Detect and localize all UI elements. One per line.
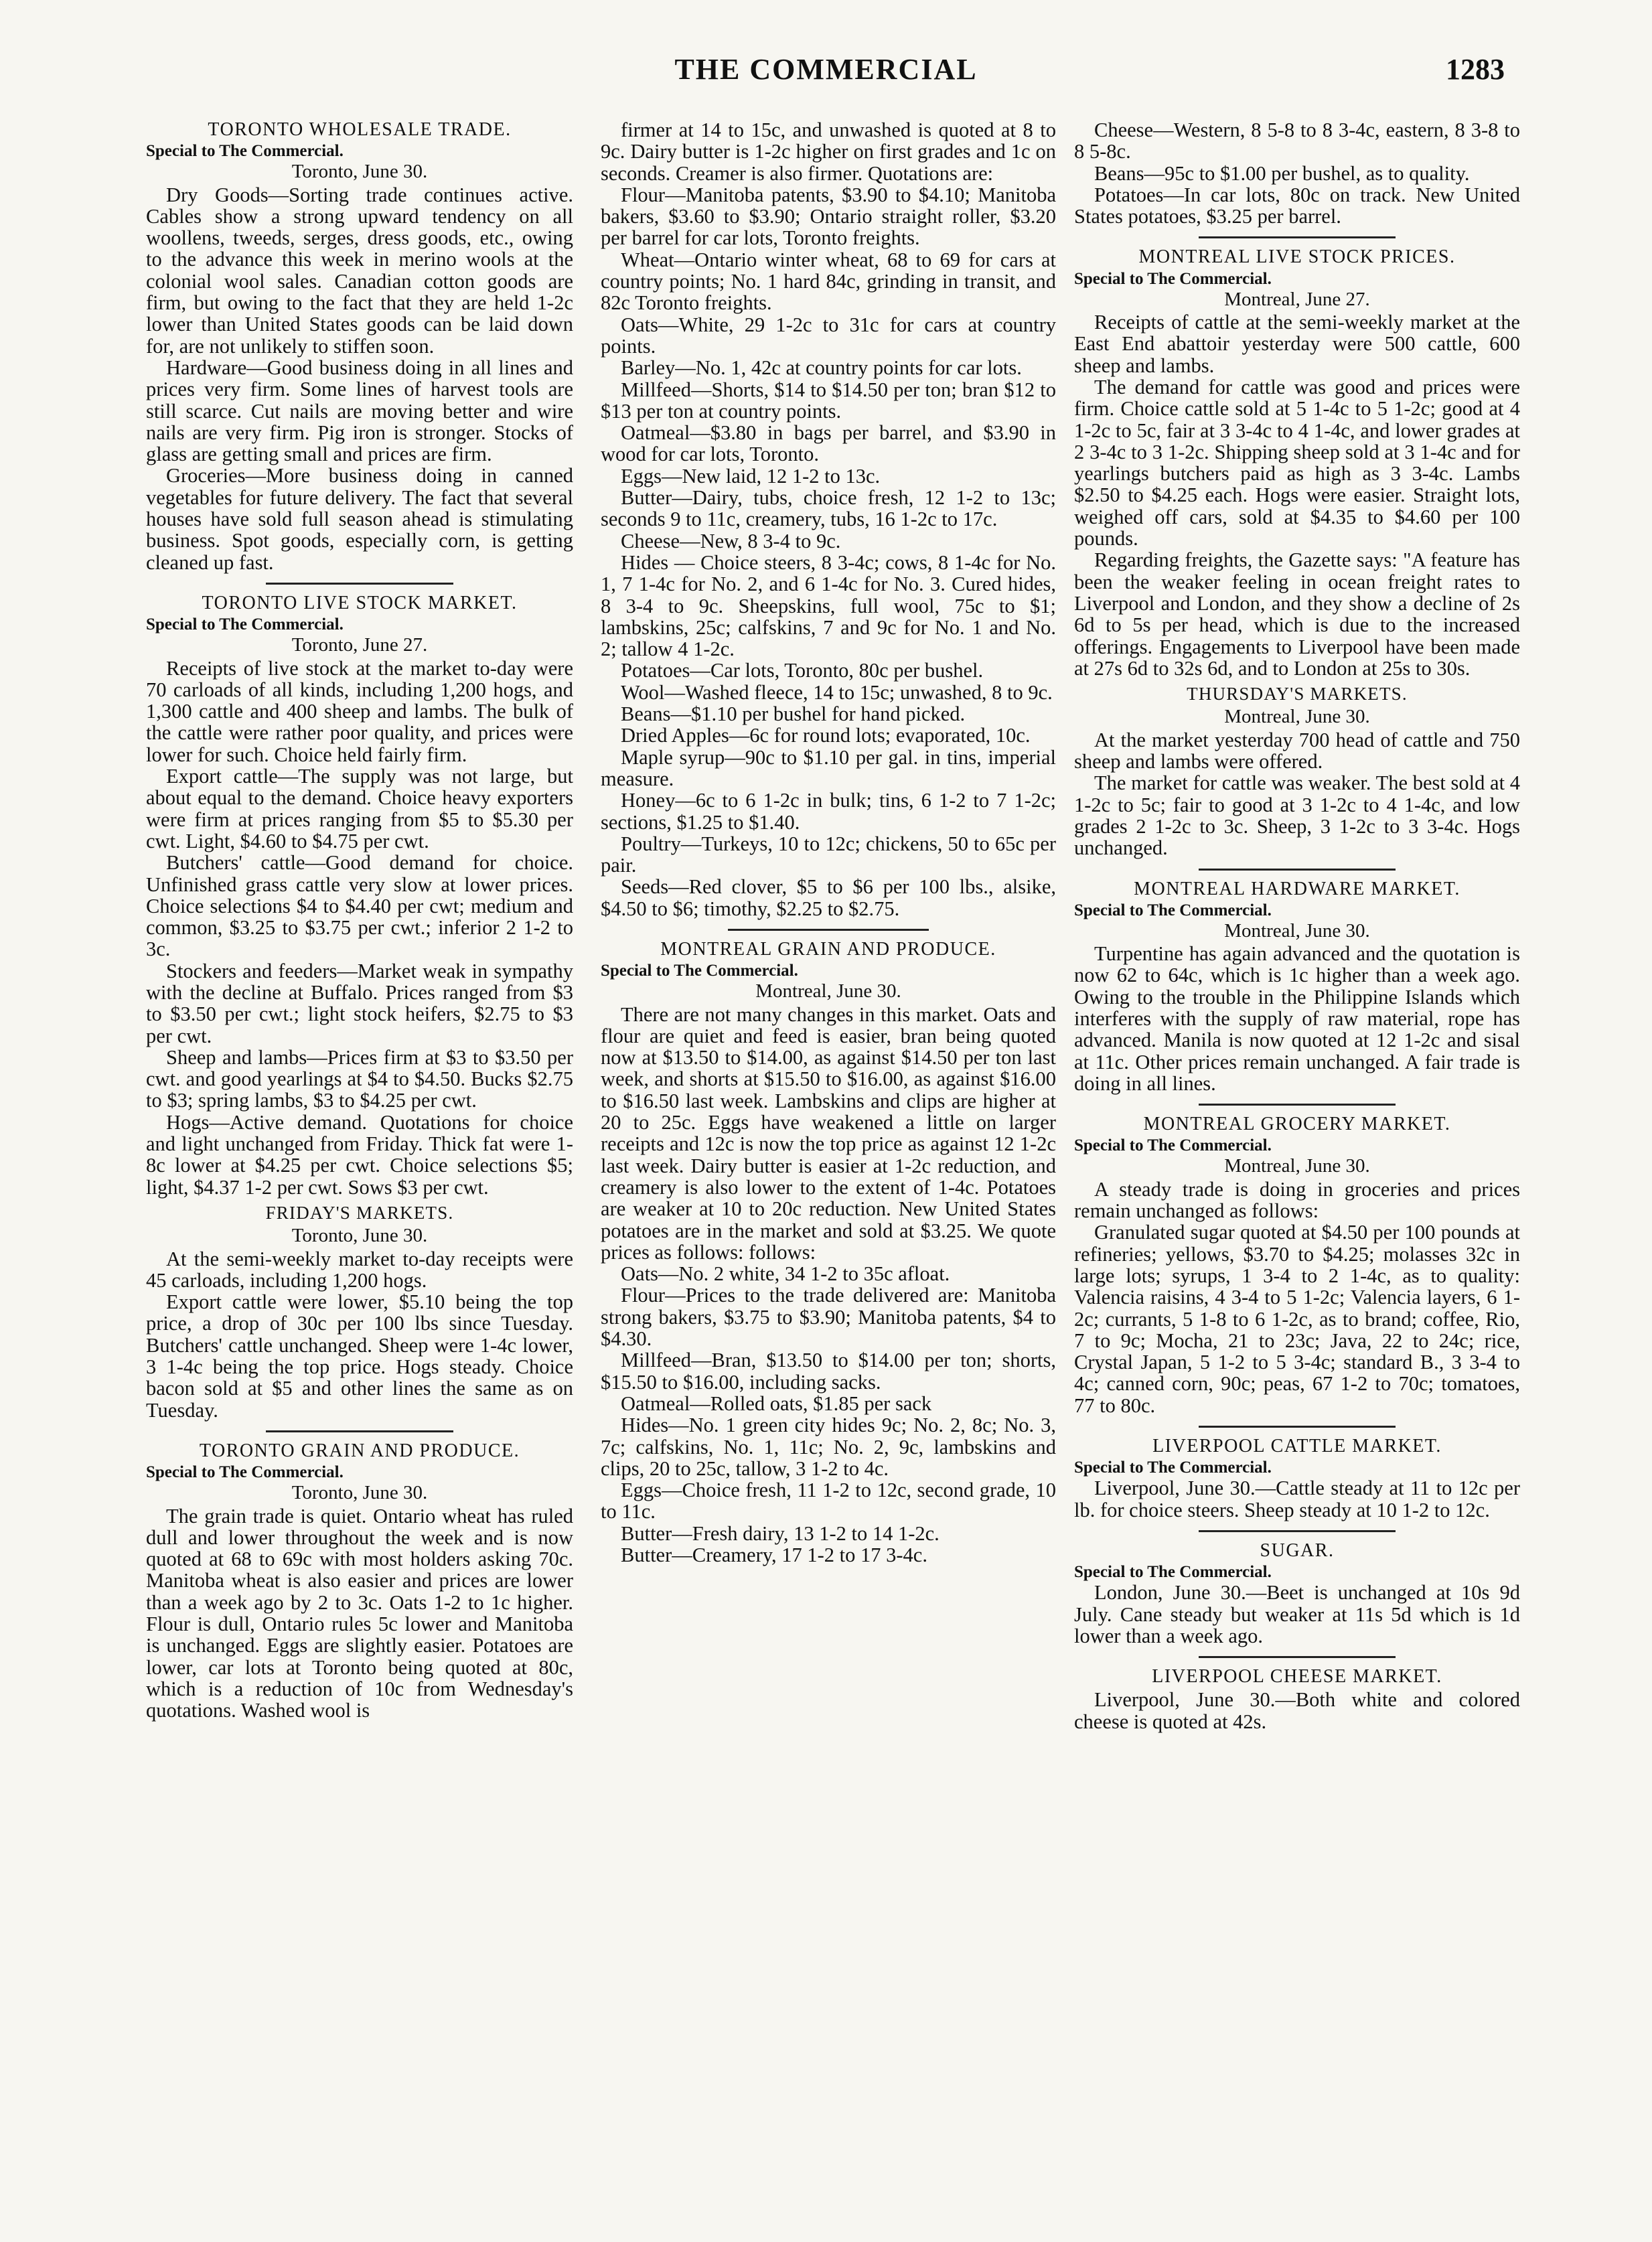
article-paragraph: Oats—No. 2 white, 34 1-2 to 35c afloat. [621, 1262, 950, 1286]
page-number: 1283 [1446, 53, 1505, 86]
article [1074, 1436, 1520, 1521]
column-rule [1199, 236, 1395, 238]
article-paragraph: Millfeed—Shorts, $14 to $14.50 per ton; bran $12 to $13 per ton at country points. [601, 378, 1056, 423]
article-paragraph: Seeds—Red clover, $5 to $6 per 100 lbs., alsike, $4.50 to $6; timothy, $2.25 to $2.75. [601, 875, 1056, 920]
article-paragraph: Barley—No. 1, 42c at country points for car lots. [621, 356, 1022, 380]
sub-headline: FRIDAY'S MARKETS. [265, 1202, 454, 1223]
sub-dateline: Montreal, June 30. [1224, 706, 1370, 728]
article-paragraph: The grain trade is quiet. Ontario wheat has ruled dull and lower throughout the week and is now quoted at 68 to 69c with most holders asking 70c. Manitoba wheat is also easier and prices are lower than a week ago by 2 to 3c. Oats 1-2 to 1c higher. Flour is dull, Ontario rules 5c lower and Manitoba is unchanged. Eggs are slightly easier. Potatoes are lower, car lots at Toronto being quoted at 80c, which is a reduction of 10c from Wednesday's quotations. Washed wool is [146, 1504, 573, 1722]
article-dateline: Montreal, June 27. [1224, 288, 1370, 310]
article-headline: MONTREAL LIVE STOCK PRICES. [1138, 246, 1456, 268]
article-paragraph: Eggs—New laid, 12 1-2 to 13c. [621, 464, 881, 488]
column-rule [728, 929, 928, 931]
article-dateline: Montreal, June 30. [1224, 1155, 1370, 1177]
article [146, 1440, 573, 1722]
article-paragraph: Dried Apples—6c for round lots; evaporated, 10c. [621, 724, 1031, 747]
article-dateline: Toronto, June 30. [291, 161, 428, 183]
article [601, 939, 1056, 1566]
article-paragraph: Oats—White, 29 1-2c to 31c for cars at country points. [601, 313, 1056, 358]
sub-headline: THURSDAY'S MARKETS. [1187, 684, 1408, 704]
article-paragraph: Wheat—Ontario winter wheat, 68 to 69 for cars at country points; No. 1 hard 84c, grinding in transit, and 82c Toronto freights. [601, 248, 1056, 315]
article-headline: TORONTO WHOLESALE TRADE. [208, 119, 512, 140]
article-byline: Special to The Commercial. [601, 962, 798, 980]
article-paragraph: Liverpool, June 30.—Cattle steady at 11 to 12c per lb. for choice steers. Sheep steady at 10 1-2 to 12c. [1074, 1477, 1520, 1521]
article-headline: TORONTO GRAIN AND PRODUCE. [199, 1440, 520, 1461]
running-head [0, 52, 1652, 99]
article-byline: Special to The Commercial. [146, 1463, 344, 1482]
article-paragraph: Stockers and feeders—Market weak in sympathy with the decline at Buffalo. Prices ranged from $3 to $3.50 per cwt.; light stock heifers, $2.75 to $3 per cwt. [146, 959, 573, 1047]
article-paragraph: Granulated sugar quoted at $4.50 per 100 pounds at refineries; yellows, $3.70 to $4.25; molasses 32c in large lots; syrups, 1 3-4 to 2 1-4c, as to quality: Valencia raisins, 4 3-4 to 5 1-2c; Valencia layers, 6 1-2c; currants, 5 1-8 to 6 1-2c, as to brand; coffee, Rio, 7 to 9c; Mocha, 21 to 23c; Java, 22 to 24c; rice, Crystal Japan, 5 1-2 to 5 3-4c; standard B., 3 3-4 to 4c; canned corn, 90c; peas, 67 1-2 to 70c; tomatoes, 77 to 80c. [1074, 1221, 1520, 1417]
article-byline: Special to The Commercial. [146, 142, 344, 161]
article-paragraph: Cheese—New, 8 3-4 to 9c. [621, 529, 841, 552]
article-paragraph: Honey—6c to 6 1-2c in bulk; tins, 6 1-2 to 7 1-2c; sections, $1.25 to $1.40. [601, 789, 1056, 834]
article [601, 119, 1056, 919]
article [1074, 1540, 1520, 1647]
article-paragraph: Oatmeal—$3.80 in bags per barrel, and $3.90 in wood for car lots, Toronto. [601, 421, 1056, 466]
column-3 [1074, 119, 1520, 2209]
column-rule [1199, 1530, 1395, 1532]
article-paragraph: Flour—Manitoba patents, $3.90 to $4.10; Manitoba bakers, $3.60 to $3.90; Ontario straight roller, $3.20 per barrel for car lots, Toronto freights. [601, 183, 1056, 250]
article-paragraph: Groceries—More business doing in canned vegetables for future delivery. The fact that several houses have sold full season ahead is stimulating business. Spot goods, especially corn, is getting cleaned up fast. [146, 464, 573, 574]
article-headline: MONTREAL HARDWARE MARKET. [1134, 878, 1460, 899]
article-paragraph: Oatmeal—Rolled oats, $1.85 per sack [621, 1392, 932, 1415]
article-byline: Special to The Commercial. [146, 615, 344, 634]
journal-title: THE COMMERCIAL [674, 53, 978, 86]
column-rule [1199, 1656, 1395, 1658]
article-byline: Special to The Commercial. [1074, 1136, 1272, 1155]
article-paragraph: Butchers' cattle—Good demand for choice. Unfinished grass cattle very slow at lower prices. Choice selections $4 to $4.40 per cwt; medium and common, $3.25 to $3.75 per cwt.; inferior 2 1-2 to 3c. [146, 851, 573, 961]
article [1074, 246, 1520, 858]
column-rule [1199, 1104, 1395, 1106]
article-paragraph: Wool—Washed fleece, 14 to 15c; unwashed, 8 to 9c. [621, 680, 1053, 704]
article-dateline: Toronto, June 27. [291, 634, 428, 656]
article-paragraph: Beans—$1.10 per bushel for hand picked. [621, 702, 966, 726]
sub-dateline: Toronto, June 30. [291, 1225, 428, 1247]
article-headline: MONTREAL GRAIN AND PRODUCE. [660, 938, 996, 960]
article-byline: Special to The Commercial. [1074, 269, 1272, 288]
article-paragraph: Export cattle—The supply was not large, but about equal to the demand. Choice heavy exporters were firm at prices ranging from $5 to $5.30 per cwt. Light, $4.60 to $4.75 per cwt. [146, 765, 573, 852]
article [1074, 1114, 1520, 1416]
article-paragraph: A steady trade is doing in groceries and prices remain unchanged as follows: [1074, 1177, 1520, 1223]
article-paragraph: Butter—Dairy, tubs, choice fresh, 12 1-2 to 13c; seconds 9 to 11c, creamery, tubs, 16 1-2c to 17c. [601, 486, 1056, 531]
article-paragraph: There are not many changes in this market. Oats and flour are quiet and feed is easier, bran being quoted now at $13.50 to $14.00, as against $14.50 per ton last week, and shorts at $15.50 to $16.00, as against $16.00 to $16.50 last week. Lambskins and clips are higher at 20 to 25c. Eggs have weakened a little on larger receipts and 12c is now the top price as against 12 1-2c last week. Dairy butter is easier at 1-2c reduction, and creamery is also lower to the extent of 1-4c. Potatoes are weaker at 10 to 20c reduction. New United States potatoes are in the market and sold at $3.25. We quote prices as follows: follows: [601, 1002, 1056, 1264]
article-paragraph: Export cattle were lower, $5.10 being the top price, a drop of 30c per 100 lbs since Tuesday. Butchers' cattle unchanged. Sheep were 1-4c lower, 3 1-4c being the top price. Hogs steady. Choice bacon sold at $5 and other lines the same as on Tuesday. [146, 1290, 573, 1422]
article [146, 593, 573, 1421]
article-paragraph: Millfeed—Bran, $13.50 to $14.00 per ton; shorts, $15.50 to $16.00, including sacks. [601, 1349, 1056, 1394]
article-headline: MONTREAL GROCERY MARKET. [1143, 1114, 1451, 1135]
article-paragraph: Hardware—Good business doing in all lines and prices very firm. Some lines of harvest tools are still scarce. Cut nails are moving better and wire nails are very firm. Pig iron is stronger. Stocks of glass are getting small and prices are firm. [146, 356, 573, 466]
article-paragraph: The market for cattle was weaker. The best sold at 4 1-2c to 5c; fair to good at 3 1-2c to 4 1-4c, and low grades 2 1-2c to 3c. Sheep, 3 1-2c to 3 3-4c. Hogs unchanged. [1074, 771, 1520, 860]
article-byline: Special to The Commercial. [1074, 1459, 1272, 1477]
column-2 [601, 119, 1056, 2209]
article-headline: TORONTO LIVE STOCK MARKET. [202, 592, 518, 613]
article-dateline: Montreal, June 30. [755, 980, 901, 1002]
article-paragraph: Hogs—Active demand. Quotations for choice and light unchanged from Friday. Thick fat were 1-8c lower at $4.25 per cwt. Choice selections $5; light, $4.37 1-2 per cwt. Sows $3 per cwt. [146, 1110, 573, 1199]
article-paragraph: Potatoes—In car lots, 80c on track. New United States potatoes, $3.25 per barrel. [1074, 183, 1520, 228]
article-paragraph: Hides — Choice steers, 8 3-4c; cows, 8 1-4c for No. 1, 7 1-4c for No. 2, and 6 1-4c for No. 3. Cured hides, 8 3-4 to 9c. Sheepskins, full wool, 75c to $1; lambskins, 25c; calfskins, 7 and 9c for No. 1 and No. 2; tallow 4 1-2c. [601, 550, 1056, 661]
article-paragraph: Beans—95c to $1.00 per bushel, as to quality. [1094, 161, 1470, 185]
article-headline: LIVERPOOL CHEESE MARKET. [1152, 1666, 1442, 1688]
article-paragraph: Potatoes—Car lots, Toronto, 80c per bushel. [621, 659, 984, 682]
article-paragraph: At the market yesterday 700 head of cattle and 750 sheep and lambs were offered. [1074, 728, 1520, 773]
article-headline: SUGAR. [1260, 1540, 1335, 1561]
article-paragraph: At the semi-weekly market to-day receipts were 45 carloads, including 1,200 hogs. [146, 1247, 573, 1292]
article-paragraph: Turpentine has again advanced and the quotation is now 62 to 64c, which is 1c higher than a week ago. Owing to the trouble in the Philippine Islands which interferes with the supply of raw material, rope has advanced. Manila is now quoted at 12 1-2c and sisal at 11c. Other prices remain unchanged. A fair trade is doing in all lines. [1074, 942, 1520, 1095]
article-paragraph: Butter—Creamery, 17 1-2 to 17 3-4c. [621, 1544, 927, 1566]
article-dateline: Montreal, June 30. [1224, 919, 1370, 942]
article-paragraph: Butter—Fresh dairy, 13 1-2 to 14 1-2c. [621, 1521, 940, 1545]
article-paragraph: Receipts of live stock at the market to-day were 70 carloads of all kinds, including 1,200 hogs, and 1,300 cattle and 400 sheep and lambs. The bulk of the cattle were rather poor quality, and prices were lower for such. Choice held fairly firm. [146, 656, 573, 766]
article-paragraph: London, June 30.—Beet is unchanged at 10s 9d July. Cane steady but weaker at 11s 5d which is 1d lower than a week ago. [1074, 1581, 1520, 1647]
article-paragraph: Hides—No. 1 green city hides 9c; No. 2, 8c; No. 3, 7c; calfskins, No. 1, 11c; No. 2, 9c, lambskins and clips, 20 to 25c, tallow, 3 1-2 to 4c. [601, 1414, 1056, 1480]
article-paragraph: Flour—Prices to the trade delivered are: Manitoba strong bakers, $3.75 to $3.90; Manitoba patents, $4 to $4.30. [601, 1284, 1056, 1351]
article-paragraph: firmer at 14 to 15c, and unwashed is quoted at 8 to 9c. Dairy butter is 1-2c higher on first grades and 1c on seconds. Creamer is also firmer. Quotations are: [601, 119, 1056, 185]
column-rule [266, 1430, 454, 1432]
column-rule [1199, 1426, 1395, 1428]
article-paragraph: Poultry—Turkeys, 10 to 12c; chickens, 50 to 65c per pair. [601, 832, 1056, 877]
article [146, 119, 573, 573]
article-paragraph: The demand for cattle was good and prices were firm. Choice cattle sold at 5 1-4c to 5 1-2c; good at 4 1-2c to 5c, fair at 3 3-4c to 4 1-4c, and lower grades at 2 3-4c to 3 1-2c. Shipping sheep sold at 3 1-4c and for yearlings butchers paid as high as 3 3-4c. Lambs $2.50 to $4.25 each. Hogs were easier. Straight lots, weighed off cars, sold at $4.35 to $4.60 per 100 pounds. [1074, 375, 1520, 550]
article [1074, 1666, 1520, 1732]
article-dateline: Toronto, June 30. [291, 1482, 428, 1504]
column-rule [1199, 869, 1395, 871]
column-1 [146, 119, 573, 2209]
article-headline: LIVERPOOL CATTLE MARKET. [1152, 1436, 1442, 1457]
article-byline: Special to The Commercial. [1074, 1563, 1272, 1582]
article-paragraph: Dry Goods—Sorting trade continues active. Cables show a strong upward tendency on all woollens, tweeds, serges, dress goods, etc., owing to the advance this week in merino wools at the colonial wool sales. Canadian cotton goods are firm, but owing to the fact that they are held 1-2c lower than United States goods can be laid down for, are not unlikely to stiffen soon. [146, 183, 573, 358]
article-paragraph: Maple syrup—90c to $1.10 per gal. in tins, imperial measure. [601, 745, 1056, 790]
article-paragraph: Regarding freights, the Gazette says: "A feature has been the weaker feeling in ocean freight rates to Liverpool and London, and they show a decline of 2s 6d to 5s per head, which is due to the increased offerings. Engagements to Liverpool have been made at 27s 6d to 32s 6d, and to London at 25s to 30s. [1074, 548, 1520, 680]
article-paragraph: Cheese—Western, 8 5-8 to 8 3-4c, eastern, 8 3-8 to 8 5-8c. [1074, 119, 1520, 163]
article-paragraph: Sheep and lambs—Prices firm at $3 to $3.50 per cwt. and good yearlings at $4 to $4.50. Bucks $2.75 to $3; spring lambs, $3 to $4.25 per cwt. [146, 1045, 573, 1112]
article [1074, 879, 1520, 1095]
article-byline: Special to The Commercial. [1074, 901, 1272, 919]
article-paragraph: Receipts of cattle at the semi-weekly market at the East End abattoir yesterday were 500 cattle, 600 sheep and lambs. [1074, 311, 1520, 377]
column-rule [266, 583, 454, 585]
article [1074, 119, 1520, 227]
article-paragraph: Liverpool, June 30.—Both white and colored cheese is quoted at 42s. [1074, 1688, 1520, 1733]
article-paragraph: Eggs—Choice fresh, 11 1-2 to 12c, second grade, 10 to 11c. [601, 1479, 1056, 1523]
